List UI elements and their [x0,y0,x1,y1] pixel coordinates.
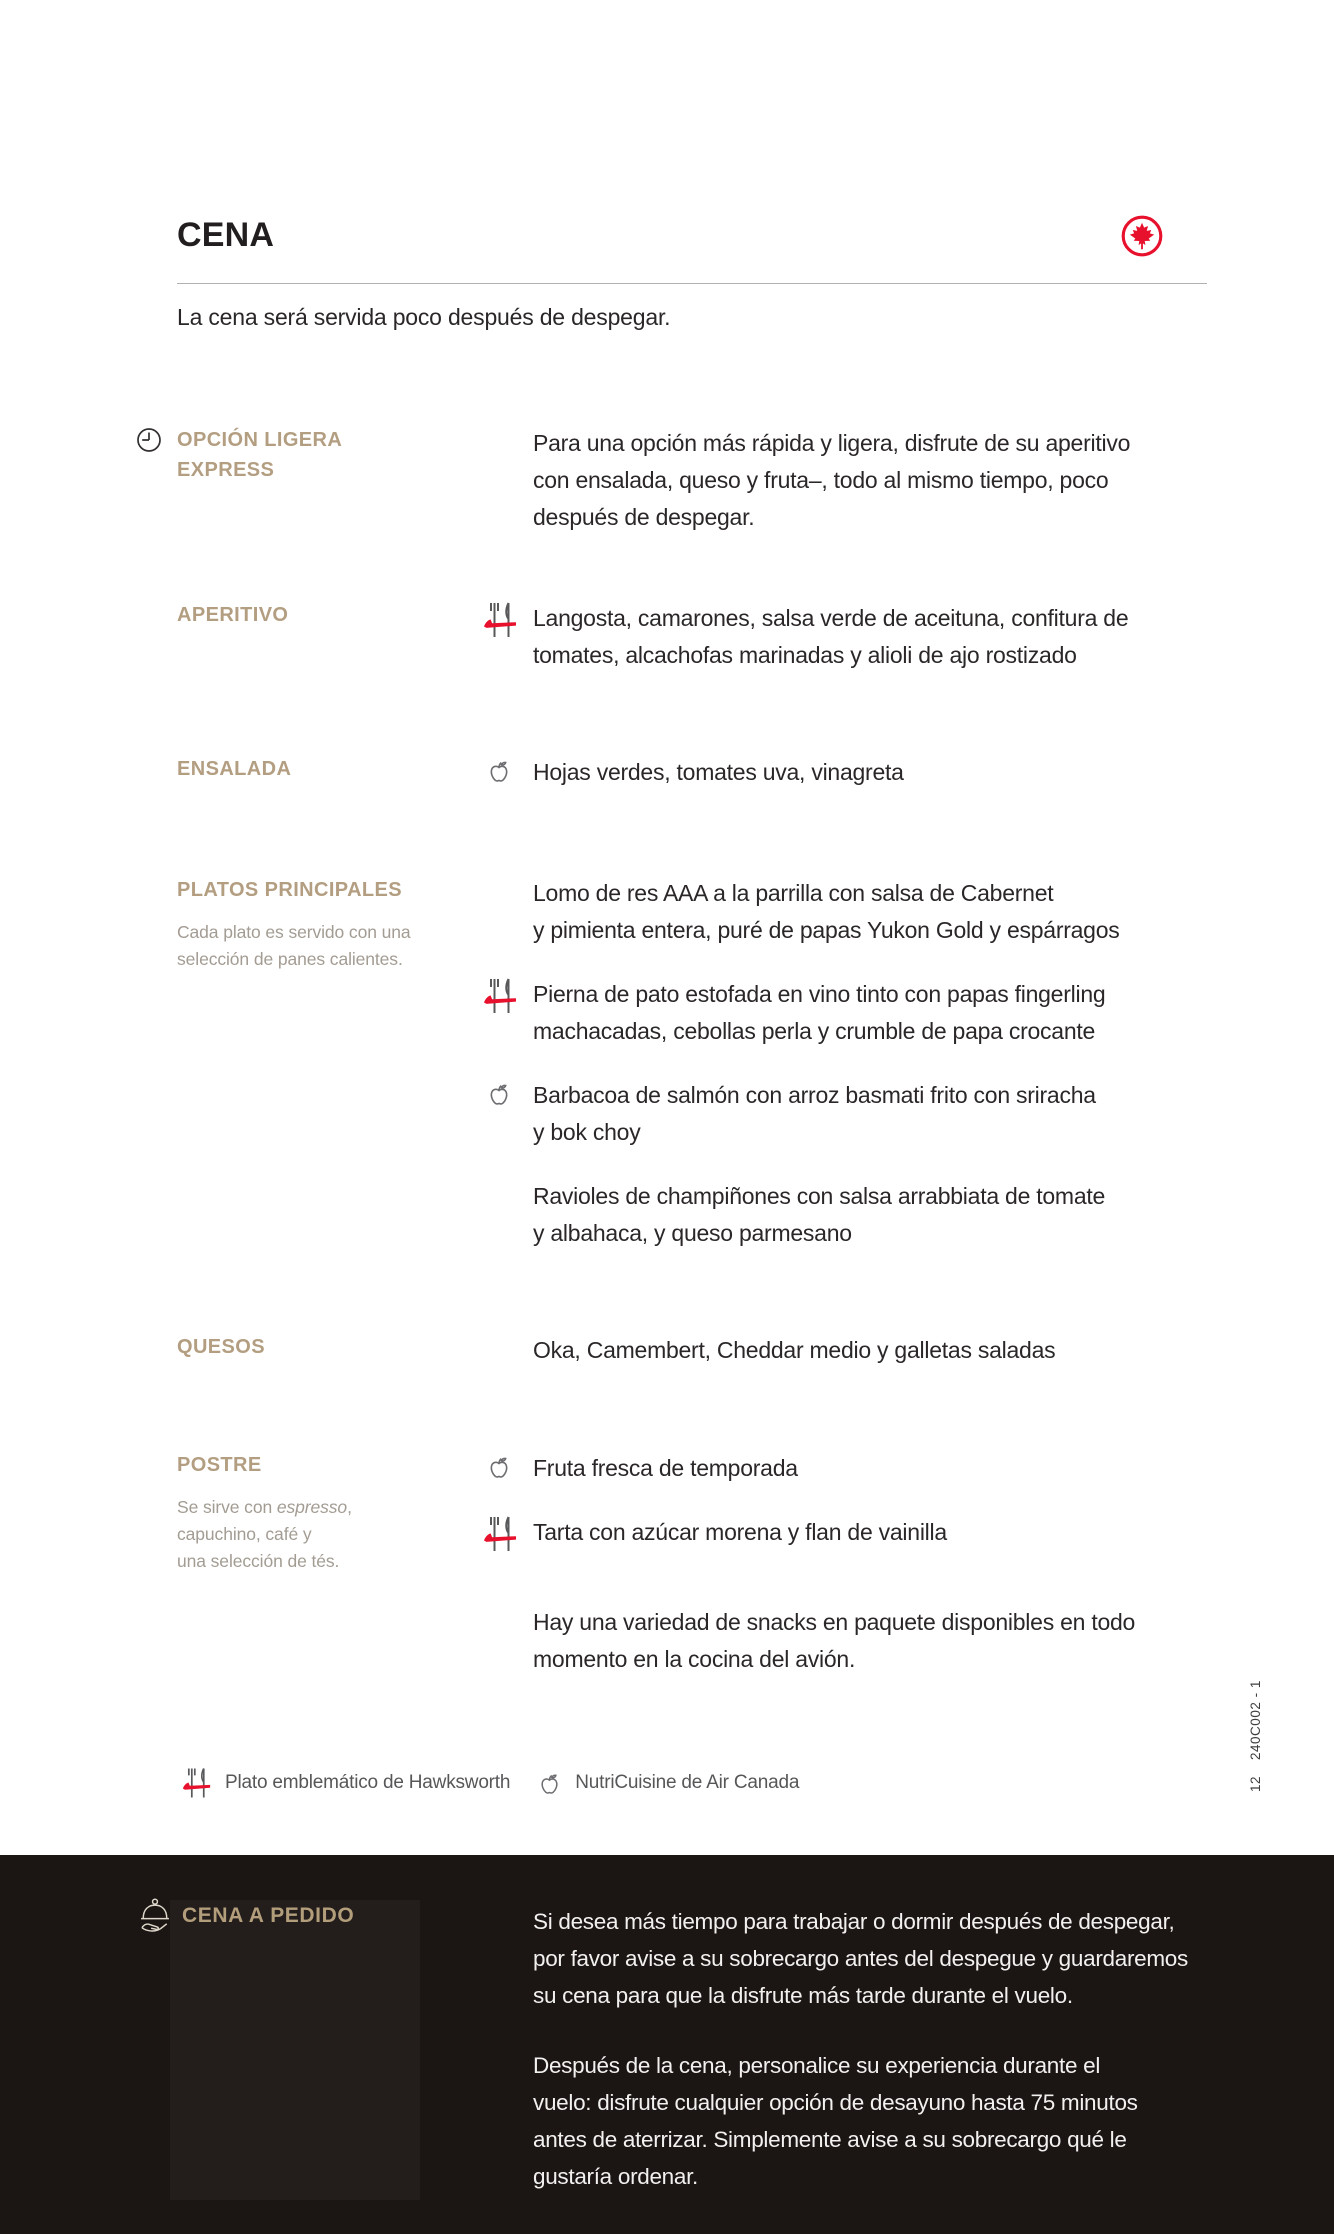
page-number: 12 [1248,1775,1263,1792]
legend [182,1763,1334,1803]
nutricuisine-apple-icon [487,1454,511,1480]
dish-description: Pierna de pato estofada en vino tinto con papas fingerling machacadas, cebollas perla y crumble de papa crocante [533,981,1106,1044]
header [0,0,1334,334]
menu-item [533,1332,1213,1369]
nutricuisine-apple-icon [487,1081,511,1107]
section-aperitivo [177,600,1334,674]
dish-description: Fruta fresca de temporada [533,1455,798,1481]
header-divider [177,283,1207,284]
legend-label: Plato emblemático de Hawksworth [225,1772,511,1793]
dish-description: Ravioles de champiñones con salsa arrabbiata de tomate y albahaca, y queso parmesano [533,1183,1106,1246]
dish-description: Langosta, camarones, salsa verde de aceituna, confitura de tomates, alcachofas marinadas y alioli de ajo rostizado [533,605,1129,668]
menu-item [533,1604,1213,1678]
section-opcion-ligera-express [177,425,1334,536]
menu-item [533,425,1213,536]
footer-paragraph: Si desea más tiempo para trabajar o dormir después de despegar, por favor avise a su sobrecargo antes del despegue y guardaremos su cena para que la disfrute más tarde durante el vuelo. [533,1909,1188,2008]
dish-description: Oka, Camembert, Cheddar medio y galletas saladas [533,1337,1056,1363]
legend-nutricuisine [538,1771,799,1796]
menu-item [533,1514,1213,1551]
nutricuisine-apple-icon [487,758,511,784]
section-label: OPCIÓN LIGERA EXPRESS [177,429,343,481]
section-quesos [177,1332,1334,1369]
document-code: 240C002 - 1 [1248,1680,1263,1760]
menu-item [533,600,1213,674]
section-label: APERITIVO [177,604,289,626]
dinner-on-demand-panel [0,1855,1334,2234]
hawksworth-signature-icon [483,1511,517,1557]
air-canada-logo-icon [1120,214,1164,258]
clock-icon [136,427,162,453]
dish-description: Barbacoa de salmón con arroz basmati frito con sriracha y bok choy [533,1082,1096,1145]
menu-item [533,976,1213,1050]
dish-description: Hojas verdes, tomates uva, vinagreta [533,759,904,785]
menu-item [533,1450,1213,1487]
hawksworth-signature-icon [483,597,517,643]
cloche-hand-icon [135,1895,175,1937]
snacks-note: Hay una variedad de snacks en paquete disponibles en todo momento en la cocina del avión. [533,1609,1136,1672]
hawksworth-signature-icon [182,1763,211,1803]
footer-paragraph: Después de la cena, personalice su experiencia durante el vuelo: disfrute cualquier opción de desayuno hasta 75 minutos antes de aterrizar. Simplemente avise a su sobrecargo qué le gustaría ordenar. [533,2053,1138,2189]
section-label: QUESOS [177,1336,265,1358]
section-note: Se sirve con espresso, capuchino, café y una selección de tés. [177,1497,352,1571]
menu-item [533,754,1213,791]
section-note: Cada plato es servido con una selección de panes calientes. [177,922,411,969]
dish-description: Para una opción más rápida y ligera, disfrute de su aperitivo con ensalada, queso y fruta–, todo al mismo tiempo, poco después de despegar. [533,430,1131,530]
section-ensalada [177,754,1334,791]
dish-description: Lomo de res AAA a la parrilla con salsa de Cabernet y pimienta entera, puré de papas Yukon Gold y espárragos [533,880,1120,943]
menu-item [533,1178,1213,1252]
section-label: POSTRE [177,1454,262,1476]
page-title: CENA [177,216,275,254]
nutricuisine-apple-icon [538,1771,561,1796]
section-snacks [177,1604,1334,1678]
section-label: ENSALADA [177,758,292,780]
document-reference [1248,1682,1263,1792]
section-label: PLATOS PRINCIPALES [177,879,403,901]
menu-item [533,875,1213,949]
section-platos-principales [177,875,1334,1252]
intro-text: La cena será servida poco después de despegar. [177,304,671,330]
legend-hawksworth [182,1763,510,1803]
legend-label: NutriCuisine de Air Canada [575,1772,800,1793]
menu-item [533,1077,1213,1151]
footer-text [533,1903,1233,2228]
menu-sections [177,425,1334,1678]
hawksworth-signature-icon [483,973,517,1019]
dish-description: Tarta con azúcar morena y flan de vainilla [533,1519,947,1545]
section-postre [177,1450,1334,1575]
footer-section-label: CENA A PEDIDO [182,1904,355,1927]
